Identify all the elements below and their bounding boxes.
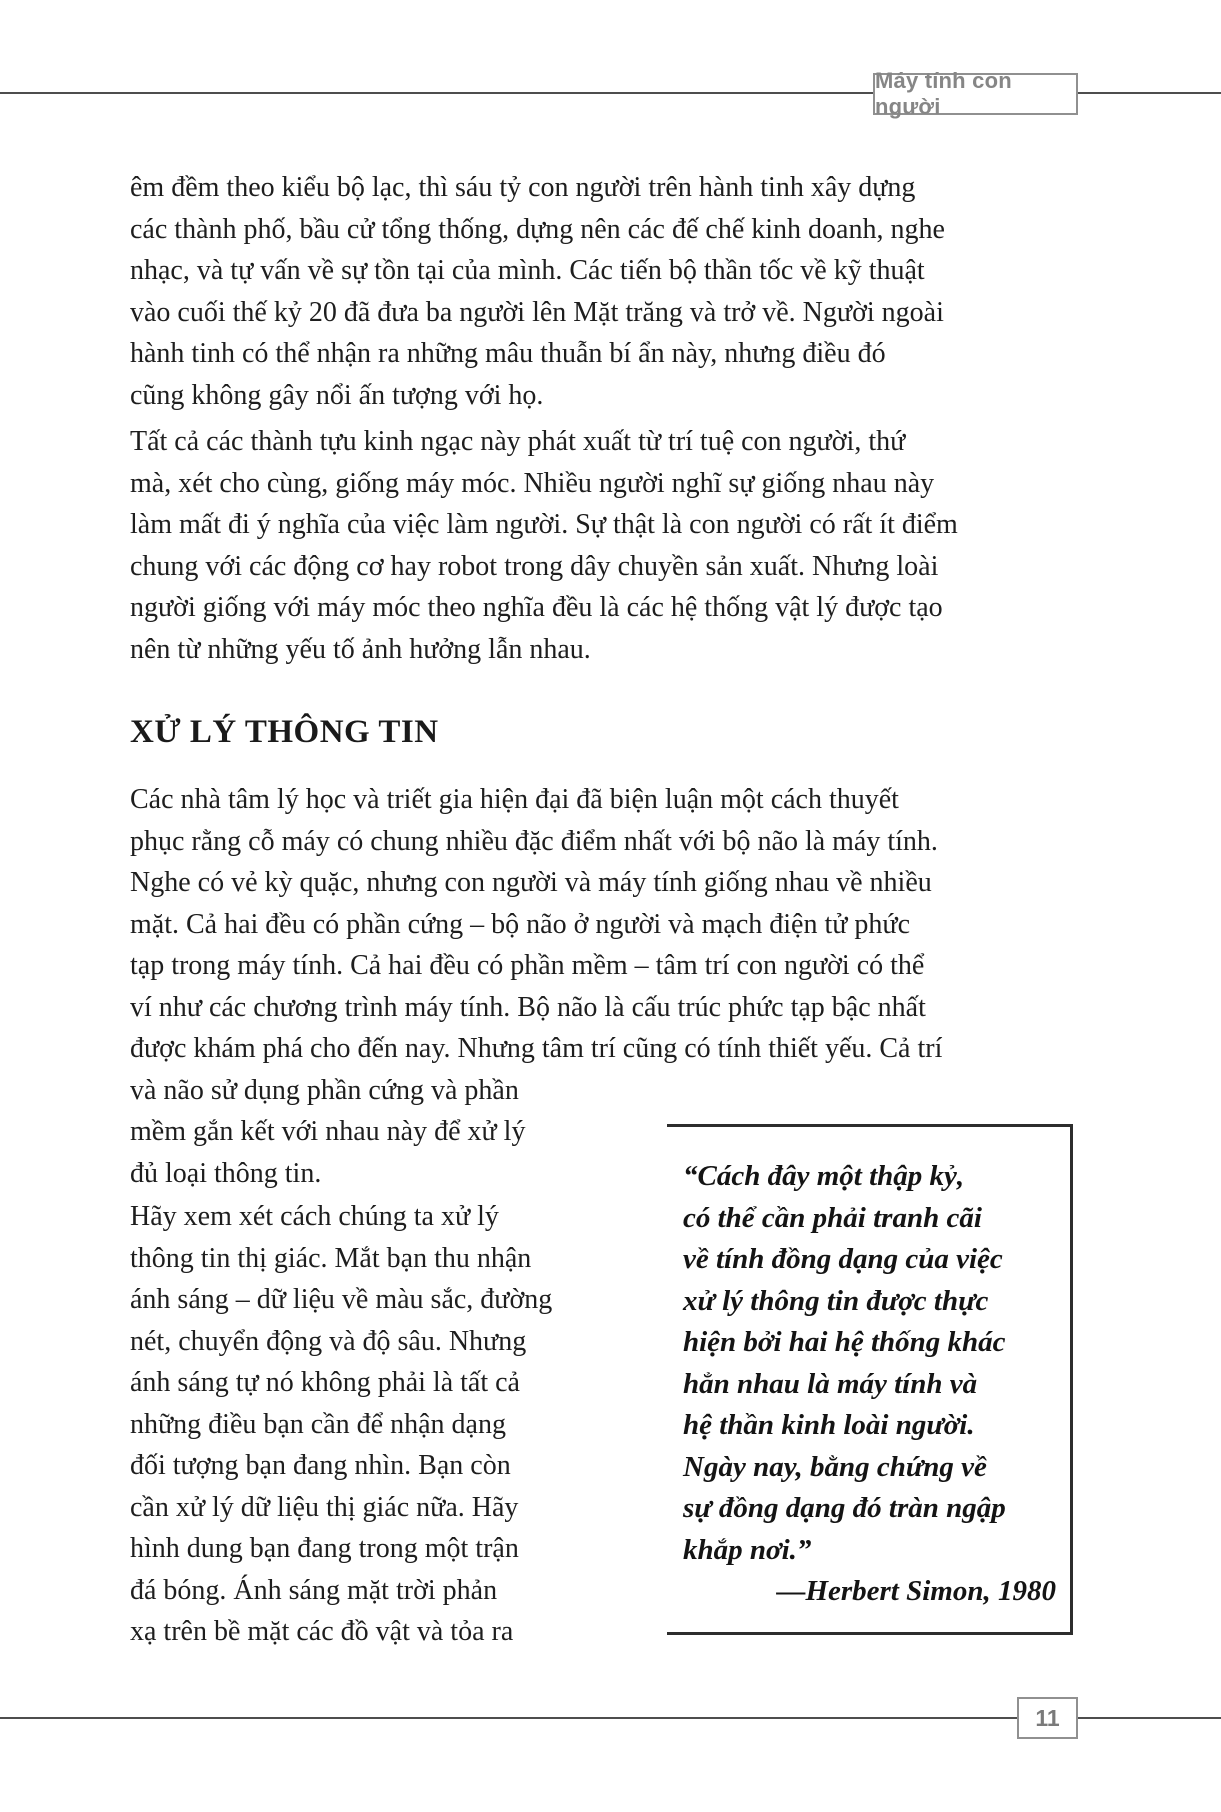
text-line: vào cuối thế kỷ 20 đã đưa ba người lên Mặt trăng và trở về. Người ngoài <box>130 296 944 328</box>
text-line: chung với các động cơ hay robot trong dây chuyền sản xuất. Nhưng loài <box>130 550 939 582</box>
text-line: nên từ những yếu tố ảnh hưởng lẫn nhau. <box>130 633 591 665</box>
text-line: mềm gắn kết với nhau này để xử lý <box>130 1116 526 1147</box>
text-line: hành tinh có thể nhận ra những mâu thuẫn bí ẩn này, nhưng điều đó <box>130 338 886 369</box>
text-line: các thành phố, bầu cử tổng thống, dựng nên các đế chế kinh doanh, nghe <box>130 213 945 245</box>
text-line: người giống với máy móc theo nghĩa đều là các hệ thống vật lý được tạo <box>130 592 943 623</box>
quote-line: khắp nơi.” <box>683 1533 812 1566</box>
text-line: mặt. Cả hai đều có phần cứng – bộ não ở người và mạch điện tử phức <box>130 908 911 940</box>
text-line: đủ loại thông tin. <box>130 1157 322 1189</box>
quote-line: hệ thần kinh loài người. <box>683 1409 975 1441</box>
text-line: Nghe có vẻ kỳ quặc, nhưng con người và máy tính giống nhau về nhiều <box>130 867 932 898</box>
text-line: được khám phá cho đến nay. Nhưng tâm trí cũng có tính thiết yếu. Cả trí <box>130 1033 943 1064</box>
quote-line: về tính đồng dạng của việc <box>683 1243 1003 1275</box>
text-line: nét, chuyển động và độ sâu. Nhưng <box>130 1325 527 1357</box>
text-line: đá bóng. Ánh sáng mặt trời phản <box>130 1574 498 1606</box>
text-line: Tất cả các thành tựu kinh ngạc này phát xuất từ trí tuệ con người, thứ <box>130 426 906 457</box>
quote-line: Ngày nay, bằng chứng về <box>683 1450 987 1483</box>
page-number-box <box>1017 1697 1078 1739</box>
pull-quote-lines <box>683 1156 1056 1571</box>
header-rule-left <box>0 92 873 94</box>
text-line: cần xử lý dữ liệu thị giác nữa. Hãy <box>130 1491 519 1523</box>
quote-line: “Cách đây một thập kỷ, <box>683 1160 965 1192</box>
text-line: thông tin thị giác. Mắt bạn thu nhận <box>130 1242 532 1274</box>
quote-line: xử lý thông tin được thực <box>683 1284 989 1317</box>
header-rule-right <box>1078 92 1221 94</box>
text-line: êm đềm theo kiểu bộ lạc, thì sáu tỷ con người trên hành tinh xây dựng <box>130 172 916 203</box>
quote-line: hẳn nhau là máy tính và <box>683 1367 978 1400</box>
text-line: đối tượng bạn đang nhìn. Bạn còn <box>130 1450 511 1481</box>
text-line: cũng không gây nổi ấn tượng với họ. <box>130 379 544 411</box>
pull-quote-box <box>667 1124 1073 1635</box>
quote-line: sự đồng dạng đó tràn ngập <box>683 1492 1006 1524</box>
text-line: và não sử dụng phần cứng và phần <box>130 1074 519 1106</box>
text-line: ánh sáng tự nó không phải là tất cả <box>130 1367 520 1398</box>
quote-line: có thể cần phải tranh cãi <box>683 1201 982 1234</box>
text-line: hình dung bạn đang trong một trận <box>130 1533 519 1564</box>
section-heading: XỬ LÝ THÔNG TIN <box>130 714 439 750</box>
text-line: ví như các chương trình máy tính. Bộ não là cấu trúc phức tạp bậc nhất <box>130 991 926 1023</box>
text-line: làm mất đi ý nghĩa của việc làm người. Sự thật là con người có rất ít điểm <box>130 509 958 540</box>
paragraph-4 <box>130 1196 552 1653</box>
text-line: mà, xét cho cùng, giống máy móc. Nhiều người nghĩ sự giống nhau này <box>130 467 935 499</box>
quote-line: hiện bởi hai hệ thống khác <box>683 1326 1006 1358</box>
paragraph-1 <box>130 167 945 416</box>
footer-rule-left <box>0 1717 1017 1719</box>
text-line: ánh sáng – dữ liệu về màu sắc, đường <box>130 1284 553 1315</box>
footer-rule-right <box>1078 1717 1221 1719</box>
text-line: xạ trên bề mặt các đồ vật và tỏa ra <box>130 1616 514 1647</box>
text-line: phục rằng cỗ máy có chung nhiều đặc điểm nhất với bộ não là máy tính. <box>130 825 938 857</box>
paragraph-2 <box>130 421 958 670</box>
page-number: 11 <box>1035 1704 1060 1731</box>
running-head-box <box>873 68 1078 119</box>
text-line: nhạc, và tự vấn về sự tồn tại của mình. Các tiến bộ thần tốc về kỹ thuật <box>130 255 925 286</box>
quote-attribution: —Herbert Simon, 1980 <box>776 1575 1056 1607</box>
running-head-label: Máy tính con người <box>875 68 1012 119</box>
text-line: Hãy xem xét cách chúng ta xử lý <box>130 1201 499 1232</box>
text-line: tạp trong máy tính. Cả hai đều có phần mềm – tâm trí con người có thể <box>130 950 925 981</box>
text-line: những điều bạn cần để nhận dạng <box>130 1408 506 1440</box>
text-line: Các nhà tâm lý học và triết gia hiện đại đã biện luận một cách thuyết <box>130 784 899 815</box>
